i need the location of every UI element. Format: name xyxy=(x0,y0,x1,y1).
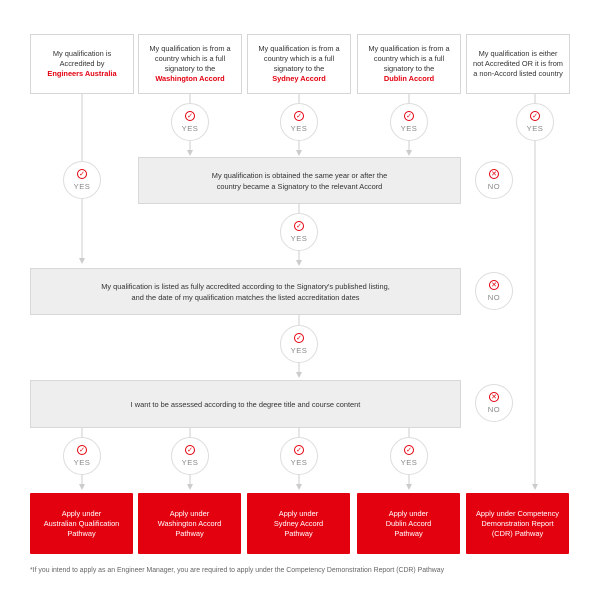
check-circle-icon: ✓ xyxy=(530,111,540,121)
start-box-washington-accord xyxy=(138,34,242,94)
question-line: I want to be assessed according to the degree title and course content xyxy=(130,399,361,409)
yes-badge xyxy=(63,161,101,199)
question-box-accreditation-listing xyxy=(30,268,461,315)
pathway-line: Sydney Accord xyxy=(273,518,324,528)
start-box-sydney-accord xyxy=(247,34,351,94)
pathway-line: (CDR) Pathway xyxy=(491,528,544,538)
question-line: country became a Signatory to the relevant Accord xyxy=(216,181,383,191)
yes-label: YES xyxy=(181,458,199,467)
pathway-dublin-accord xyxy=(357,493,460,554)
yes-label: YES xyxy=(73,458,91,467)
check-circle-icon: ✓ xyxy=(294,445,304,455)
pathway-line: Apply under xyxy=(278,508,319,518)
start-box-highlight: Dublin Accord xyxy=(383,74,435,83)
pathway-line: Australian Qualification xyxy=(43,518,120,528)
pathway-line: Apply under xyxy=(169,508,210,518)
yes-label: YES xyxy=(73,182,91,191)
yes-label: YES xyxy=(290,346,308,355)
start-box-highlight: Washington Accord xyxy=(155,74,225,83)
check-circle-icon: ✓ xyxy=(404,445,414,455)
yes-badge xyxy=(63,437,101,475)
yes-label: YES xyxy=(181,124,199,133)
x-circle-icon: ✕ xyxy=(489,280,499,290)
start-box-engineers-australia xyxy=(30,34,134,94)
pathway-washington-accord xyxy=(138,493,241,554)
x-circle-icon: ✕ xyxy=(489,169,499,179)
footnote: *If you intend to apply as an Engineer Manager, you are required to apply under the Competency Demonstration Report (CDR) Pathway xyxy=(30,567,445,574)
yes-badge xyxy=(280,437,318,475)
pathway-line: Pathway xyxy=(67,528,96,538)
pathway-sydney-accord xyxy=(247,493,350,554)
yes-badge xyxy=(390,437,428,475)
yes-badge xyxy=(171,437,209,475)
pathway-line: Washington Accord xyxy=(157,518,222,528)
pathway-cdr xyxy=(466,493,569,554)
check-circle-icon: ✓ xyxy=(294,111,304,121)
question-box-course-content xyxy=(30,380,461,428)
no-label: NO xyxy=(487,405,501,414)
pathway-line: Apply under xyxy=(388,508,429,518)
question-line: and the date of my qualification matches the listed accreditation dates xyxy=(131,292,360,302)
no-badge xyxy=(475,272,513,310)
check-circle-icon: ✓ xyxy=(77,445,87,455)
start-box-text: My qualification is from a country which is a full signatory to the xyxy=(258,44,340,73)
yes-label: YES xyxy=(290,458,308,467)
check-circle-icon: ✓ xyxy=(185,111,195,121)
pathway-line: Demonstration Report xyxy=(481,518,554,528)
no-label: NO xyxy=(487,182,501,191)
no-badge xyxy=(475,161,513,199)
question-line: My qualification is listed as fully accredited according to the Signatory's published listing, xyxy=(101,281,390,291)
question-box-signatory-year xyxy=(138,157,461,204)
yes-badge xyxy=(280,213,318,251)
start-box-text: My qualification is from a country which is a full signatory to the xyxy=(368,44,450,73)
start-box-highlight: Engineers Australia xyxy=(47,69,117,78)
yes-badge xyxy=(280,103,318,141)
x-circle-icon: ✕ xyxy=(489,392,499,402)
start-box-dublin-accord xyxy=(357,34,461,94)
yes-badge xyxy=(516,103,554,141)
check-circle-icon: ✓ xyxy=(294,221,304,231)
pathway-australian-qualification xyxy=(30,493,133,554)
start-box-text: My qualification is Accredited by xyxy=(52,49,112,68)
yes-badge xyxy=(280,325,318,363)
check-circle-icon: ✓ xyxy=(77,169,87,179)
pathway-line: Apply under Competency xyxy=(476,508,559,518)
start-box-text: My qualification is either not Accredited OR it is from a non-Accord listed country xyxy=(473,49,563,78)
start-box-text: My qualification is from a country which is a full signatory to the xyxy=(149,44,231,73)
pathway-line: Pathway xyxy=(284,528,313,538)
no-label: NO xyxy=(487,293,501,302)
start-box-highlight: Sydney Accord xyxy=(272,74,326,83)
no-badge xyxy=(475,384,513,422)
yes-label: YES xyxy=(526,124,544,133)
question-line: My qualification is obtained the same year or after the xyxy=(211,170,388,180)
yes-label: YES xyxy=(290,234,308,243)
check-circle-icon: ✓ xyxy=(404,111,414,121)
check-circle-icon: ✓ xyxy=(185,445,195,455)
check-circle-icon: ✓ xyxy=(294,333,304,343)
start-box-non-accredited xyxy=(466,34,570,94)
yes-badge xyxy=(390,103,428,141)
pathway-line: Apply under xyxy=(61,508,102,518)
pathway-line: Dublin Accord xyxy=(385,518,432,528)
yes-label: YES xyxy=(400,124,418,133)
pathway-line: Pathway xyxy=(394,528,423,538)
pathway-line: Pathway xyxy=(175,528,204,538)
yes-label: YES xyxy=(400,458,418,467)
yes-label: YES xyxy=(290,124,308,133)
yes-badge xyxy=(171,103,209,141)
